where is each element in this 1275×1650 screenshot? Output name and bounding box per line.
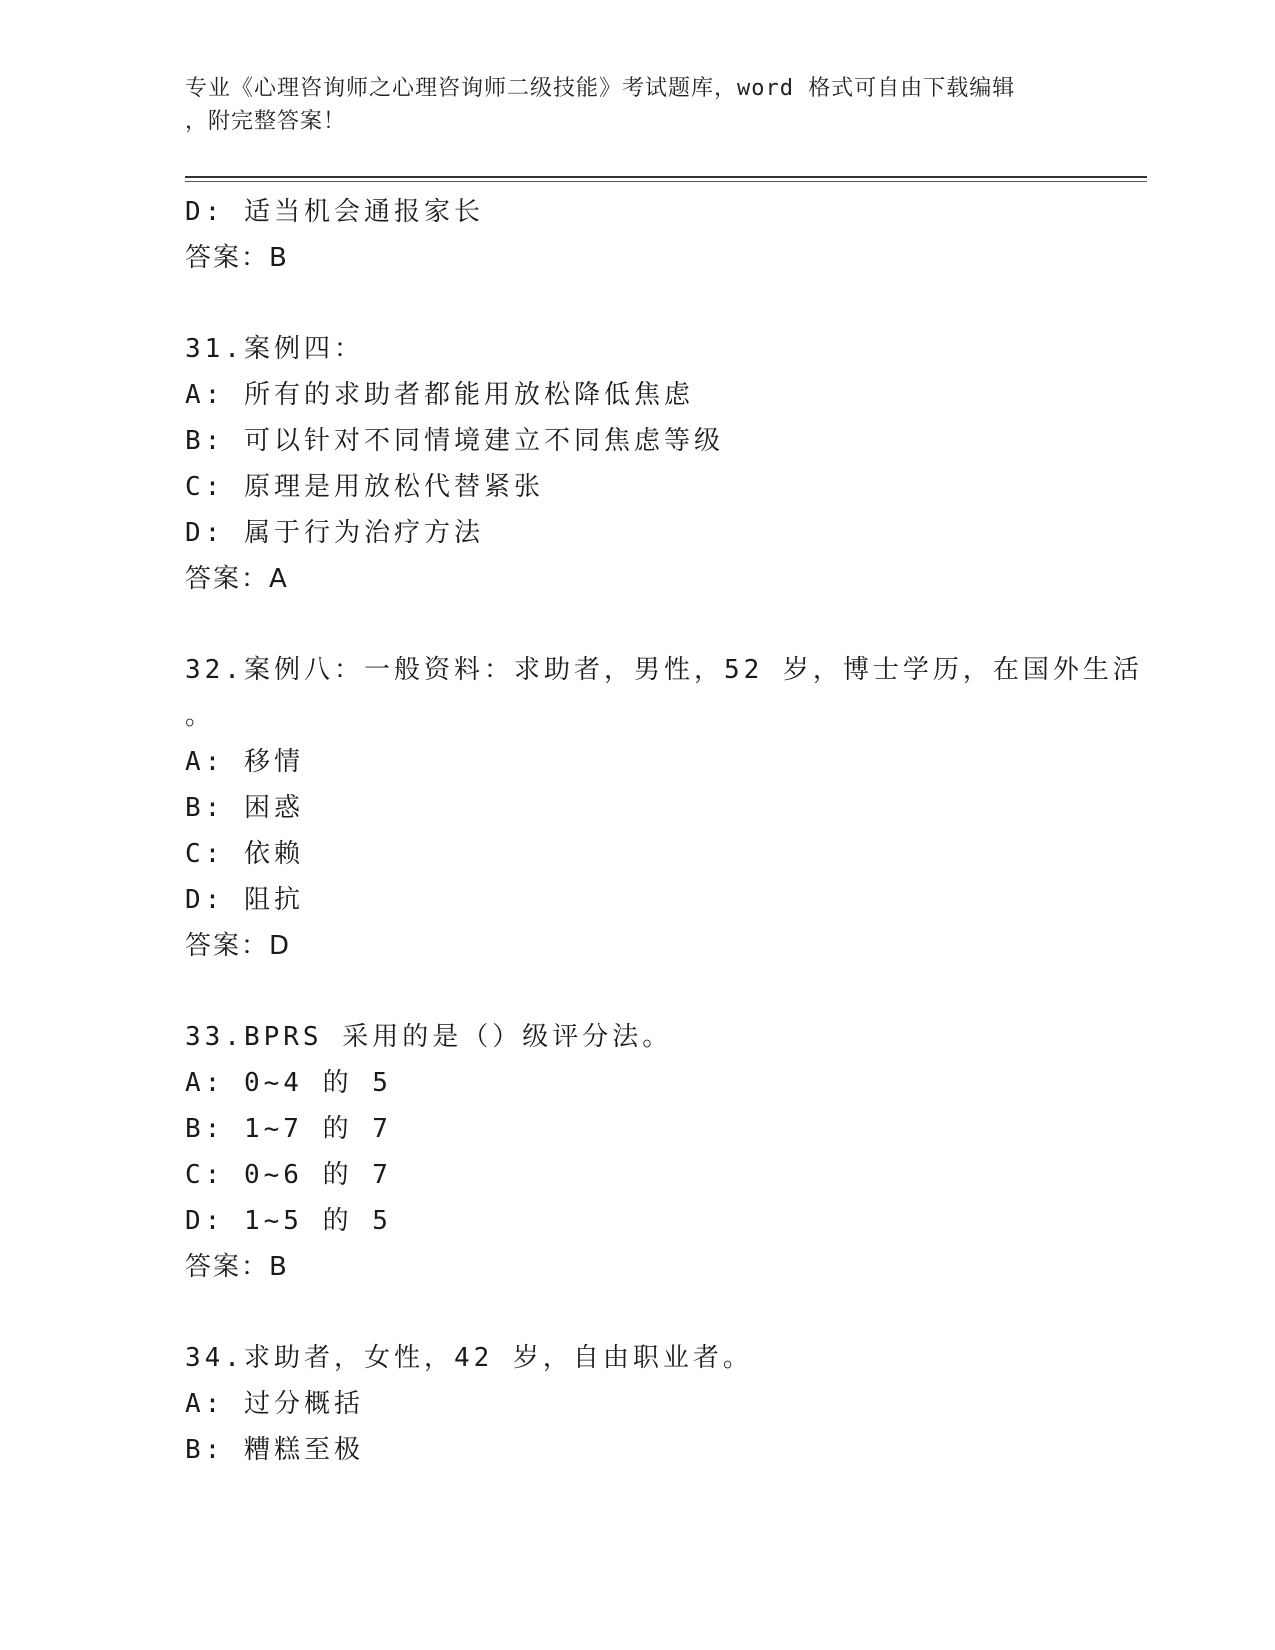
header-rule-thin — [185, 181, 1147, 182]
question-content — [185, 189, 1145, 1473]
option-b: B: 糟糕至极 — [185, 1435, 364, 1465]
question-stem: 33.BPRS 采用的是（）级评分法。 — [185, 1022, 673, 1052]
header-line-1: 专业《心理咨询师之心理咨询师二级技能》考试题库，word 格式可自由下载编辑 — [185, 76, 1016, 101]
header-rule-thick — [185, 176, 1147, 178]
option-a: A: 0~4 的 5 — [185, 1068, 392, 1098]
option-d: D: 属于行为治疗方法 — [185, 518, 484, 548]
option-d: D: 适当机会通报家长 — [185, 197, 484, 227]
option-c: C: 原理是用放松代替紧张 — [185, 472, 544, 502]
option-d: D: 阻抗 — [185, 885, 304, 915]
option-b: B: 困惑 — [185, 793, 304, 823]
question-31 — [185, 326, 1145, 602]
option-d: D: 1~5 的 5 — [185, 1206, 392, 1236]
question-34 — [185, 1335, 1145, 1473]
answer-line: 答案：B — [185, 243, 289, 273]
option-c: C: 0~6 的 7 — [185, 1160, 392, 1190]
question-33 — [185, 1014, 1145, 1290]
option-a: A: 过分概括 — [185, 1389, 364, 1419]
answer-line: 答案：B — [185, 1252, 289, 1282]
question-32 — [185, 647, 1145, 969]
question-stem-continuation: 。 — [185, 701, 212, 731]
answer-line: 答案：D — [185, 931, 292, 961]
header-line-2: ，附完整答案！ — [185, 109, 347, 134]
document-header — [185, 72, 1085, 138]
question-stem: 31.案例四： — [185, 334, 364, 364]
option-c: C: 依赖 — [185, 839, 304, 869]
option-a: A: 移情 — [185, 747, 304, 777]
answer-line: 答案：A — [185, 564, 289, 594]
question-stem: 32.案例八：一般资料：求助者，男性，52 岁，博士学历，在国外生活 — [185, 655, 1143, 685]
question-stem: 34.求助者，女性，42 岁，自由职业者。 — [185, 1343, 753, 1373]
option-a: A: 所有的求助者都能用放松降低焦虑 — [185, 380, 694, 410]
option-b: B: 1~7 的 7 — [185, 1114, 392, 1144]
option-b: B: 可以针对不同情境建立不同焦虑等级 — [185, 426, 724, 456]
